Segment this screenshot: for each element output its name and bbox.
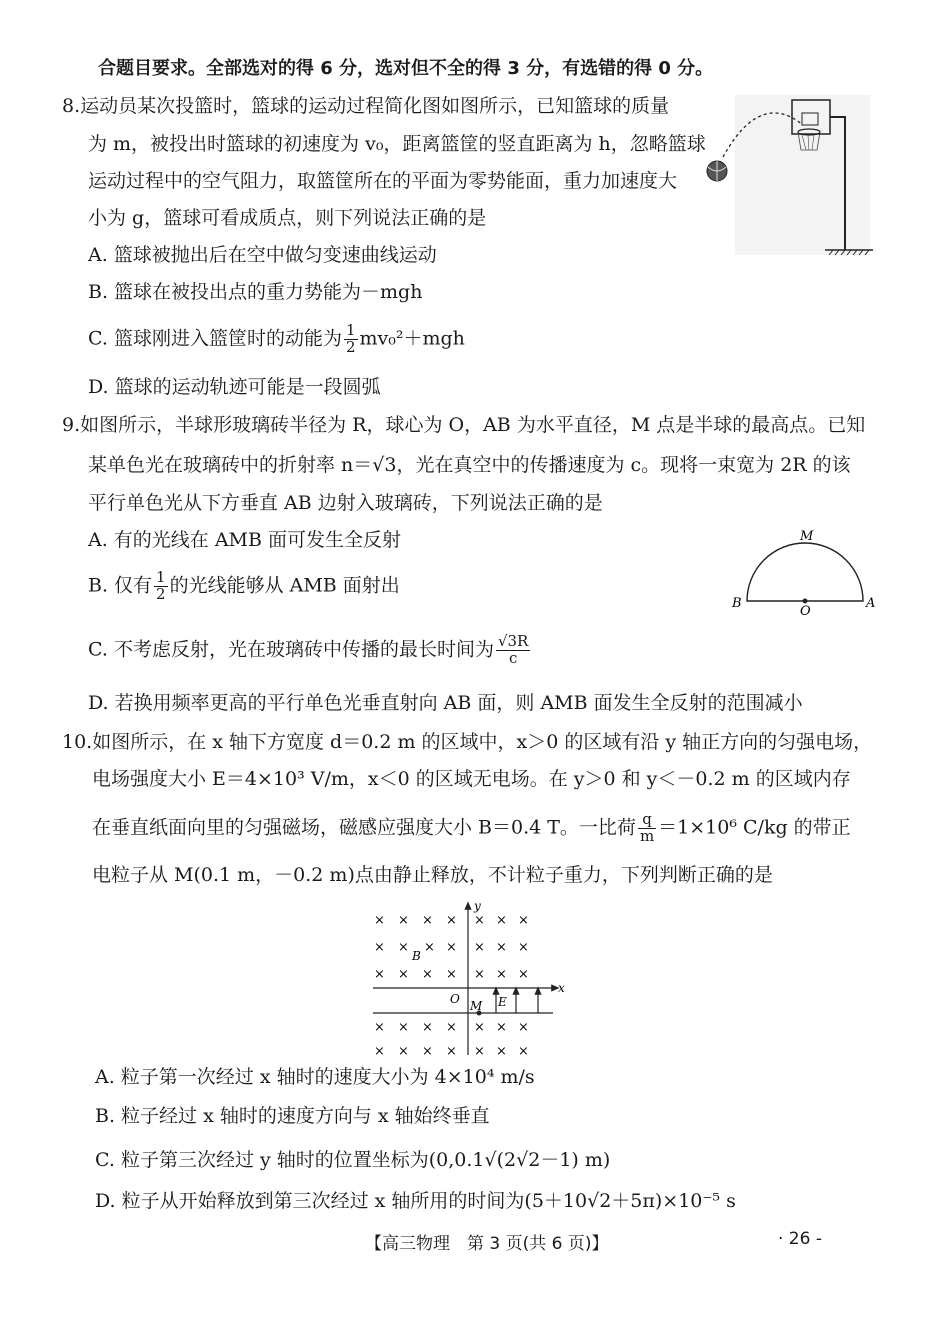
label-b: B (732, 596, 742, 611)
b-field-cross: × (422, 1020, 433, 1035)
b-field-cross: × (518, 1044, 529, 1059)
b-field-cross: × (374, 1020, 385, 1035)
b-field-cross: × (474, 967, 485, 982)
q10-charge-ratio: $\frac{q}{m}$ (639, 810, 655, 845)
q10-option-a: A. 粒子第一次经过 x 轴时的速度大小为 4×10⁴ m/s (95, 1066, 535, 1088)
y-axis-label: y (474, 900, 481, 913)
b-field-cross: × (496, 913, 507, 928)
b-field-cross: × (496, 1044, 507, 1059)
b-field-cross: × (518, 913, 529, 928)
center-point (803, 599, 808, 604)
origin-label: O (450, 992, 460, 1006)
b-field-cross: × (446, 913, 457, 928)
b-field-cross: × (496, 967, 507, 982)
b-field-cross: × (474, 940, 485, 955)
hemisphere-figure (730, 525, 880, 617)
section-instructions: 合题目要求。全部选对的得 6 分，选对但不全的得 3 分，有选错的得 0 分。 (98, 58, 714, 79)
b-label: B (412, 949, 421, 963)
q10-stem-line3: 在垂直纸面向里的匀强磁场，磁感应强度大小 B＝0.4 T。一比荷 $\frac{q}{m}$ ＝1×10⁶ C/kg 的带正 (92, 810, 851, 845)
q9-stem-line1: 9.如图所示，半球形玻璃砖半径为 R，球心为 O，AB 为水平直径，M 点是半球的最高点。已知 (62, 414, 866, 436)
b-field-cross: × (422, 967, 433, 982)
q9-stem-line2: 某单色光在玻璃砖中的折射率 n＝√3，光在真空中的传播速度为 c。现将一束宽为 2R 的该 (88, 454, 851, 476)
b-field-cross: × (374, 967, 385, 982)
b-field-cross: × (374, 1044, 385, 1059)
q9-stem-line3: 平行单色光从下方垂直 AB 边射入玻璃砖，下列说法正确的是 (88, 492, 603, 514)
q8-option-a: A. 篮球被抛出后在空中做匀变速曲线运动 (88, 244, 437, 266)
page-number: · 26 - (778, 1229, 822, 1249)
b-field-cross: × (446, 1044, 457, 1059)
b-field-cross: × (398, 940, 409, 955)
b-field-cross: × (398, 913, 409, 928)
b-field-cross: × (422, 913, 433, 928)
q10-option-d: D. 粒子从开始释放到第三次经过 x 轴所用的时间为(5＋10√2＋5π)×10⁻⁵ s (95, 1190, 736, 1212)
b-field-cross: × (496, 1020, 507, 1035)
q8-option-b: B. 篮球在被投出点的重力势能为－mgh (88, 281, 423, 303)
b-field-cross: × (398, 967, 409, 982)
label-o: O (800, 604, 811, 617)
q9-option-b: B. 仅有 $\frac{1}{2}$ 的光线能够从 AMB 面射出 (88, 568, 400, 603)
b-field-cross: × (474, 913, 485, 928)
b-field-cross: × (374, 913, 385, 928)
q9c-fraction: $\frac{√3R}{c}$ (497, 632, 529, 667)
q8-stem-line3: 运动过程中的空气阻力，取篮筐所在的平面为零势能面，重力加速度大 (88, 170, 678, 192)
q9-option-c: C. 不考虑反射，光在玻璃砖中传播的最长时间为 $\frac{√3R}{c}$ (88, 632, 529, 667)
b-field-cross: × (518, 967, 529, 982)
label-a: A (866, 596, 876, 611)
q8-stem-line2: 为 m，被投出时篮球的初速度为 v₀，距离篮筐的竖直距离为 h，忽略篮球 (88, 133, 706, 155)
q10-stem-line1: 10.如图所示，在 x 轴下方宽度 d＝0.2 m 的区域中，x＞0 的区域有沿 y 轴正方向的匀强电场， (62, 731, 873, 753)
q8-fraction: $\frac{1}{2}$ (345, 321, 356, 356)
q9-option-d: D. 若换用频率更高的平行单色光垂直射向 AB 面，则 AMB 面发生全反射的范围减小 (88, 692, 803, 714)
b-field-cross: × (496, 940, 507, 955)
b-field-cross: × (398, 1020, 409, 1035)
q9-option-a: A. 有的光线在 AMB 面可发生全反射 (88, 529, 402, 551)
b-field-cross: × (424, 940, 435, 955)
b-field-cross: × (446, 940, 457, 955)
b-field-cross: × (474, 1020, 485, 1035)
label-m: M (800, 529, 814, 544)
q10-option-b: B. 粒子经过 x 轴时的速度方向与 x 轴始终垂直 (95, 1105, 490, 1127)
q8-stem-line1: 8.运动员某次投篮时，篮球的运动过程简化图如图所示，已知篮球的质量 (62, 95, 670, 117)
q8-stem-line4: 小为 g，篮球可看成质点，则下列说法正确的是 (88, 207, 487, 229)
m-label: M (470, 999, 483, 1013)
b-field-cross: × (446, 1020, 457, 1035)
e-label: E (498, 995, 507, 1009)
q9b-fraction: $\frac{1}{2}$ (156, 568, 166, 603)
b-field-cross: × (374, 940, 385, 955)
q10-stem-line2: 电场强度大小 E＝4×10³ V/m，x＜0 的区域无电场。在 y＞0 和 y＜－0.2 m 的区域内存 (92, 768, 851, 790)
q10-option-c: C. 粒子第三次经过 y 轴时的位置坐标为(0,0.1√(2√2－1) m) (95, 1149, 611, 1171)
b-field-cross: × (518, 1020, 529, 1035)
page-footer: 【高三物理 第 3 页(共 6 页)】 (365, 1234, 609, 1254)
x-axis-label: x (558, 981, 565, 995)
b-field-cross: × (422, 1044, 433, 1059)
q10-stem-line4: 电粒子从 M(0.1 m，－0.2 m)点由静止释放，不计粒子重力，下列判断正确的是 (92, 864, 773, 886)
b-field-cross: × (446, 967, 457, 982)
b-field-cross: × (518, 940, 529, 955)
q8-option-d: D. 篮球的运动轨迹可能是一段圆弧 (88, 376, 381, 398)
q8-option-c: C. 篮球刚进入篮筐时的动能为 $\frac{1}{2}$ mv₀²＋mgh (88, 321, 465, 356)
b-field-cross: × (474, 1044, 485, 1059)
b-field-cross: × (398, 1044, 409, 1059)
basketball-figure (705, 95, 880, 265)
hemisphere-outline (747, 543, 863, 601)
field-figure (368, 900, 573, 1060)
